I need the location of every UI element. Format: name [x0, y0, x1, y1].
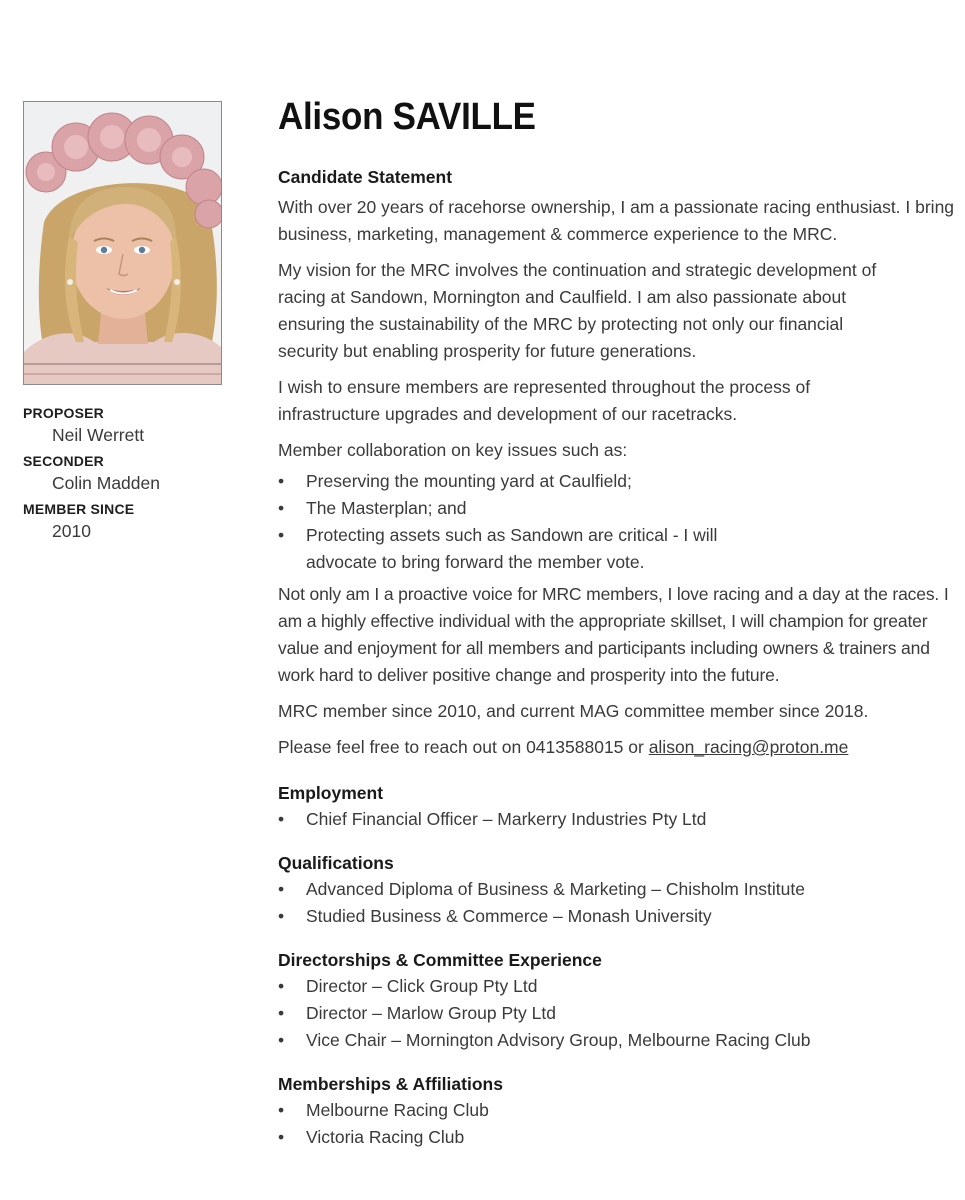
qualifications-list [278, 876, 964, 930]
employment-section [278, 783, 964, 833]
contact-text: Please feel free to reach out on 0413588015 or [278, 737, 649, 757]
list-item: • Director – Marlow Group Pty Ltd [278, 1000, 964, 1027]
list-item: • Advanced Diploma of Business & Marketing – Chisholm Institute [278, 876, 964, 903]
list-item: • Chief Financial Officer – Markerry Industries Pty Ltd [278, 806, 964, 833]
memberships-list [278, 1097, 964, 1151]
qualifications-heading: Qualifications [278, 853, 394, 873]
memberships-heading: Memberships & Affiliations [278, 1074, 503, 1094]
statement-paragraph-1: With over 20 years of racehorse ownership, I am a passionate racing enthusiast. I bring business, marketing, management & commerce experience to the MRC. [278, 197, 955, 244]
statement-paragraph-2: My vision for the MRC involves the continuation and strategic development of racing at Sandown, Mornington and Caulfield. I am also passionate about ensuring the sustainability of the MRC by protecting not only our financial security but enabling prosperity for future generations. [278, 260, 877, 361]
statement-paragraph-5: Not only am I a proactive voice for MRC members, I love racing and a day at the races. I am a highly effective individual with the appropriate skillset, I will champion for greater value and enjoyment for all members and participants including owners & trainers and work hard to deliver positive change and prosperity into the future. [278, 584, 949, 685]
candidate-photo [23, 101, 222, 385]
contact-line [278, 734, 964, 761]
email-link[interactable]: alison_racing@proton.me [648, 737, 849, 757]
seconder-label: SECONDER [23, 453, 104, 469]
statement-heading: Candidate Statement [278, 167, 453, 187]
list-item: • Protecting assets such as Sandown are critical - I will advocate to bring forward the member vote. [278, 522, 758, 576]
candidate-sidebar [23, 101, 223, 542]
employment-heading: Employment [278, 783, 384, 803]
statement-paragraph-6: MRC member since 2010, and current MAG committee member since 2018. [278, 701, 869, 721]
list-item: • Preserving the mounting yard at Caulfield; [278, 468, 758, 495]
candidate-profile [278, 96, 964, 1151]
directorships-heading: Directorships & Committee Experience [278, 950, 602, 970]
seconder-name: Colin Madden [52, 473, 160, 493]
proposer-label: PROPOSER [23, 405, 104, 421]
list-item: • Victoria Racing Club [278, 1124, 964, 1151]
list-item: • Melbourne Racing Club [278, 1097, 964, 1124]
list-item: • Director – Click Group Pty Ltd [278, 973, 964, 1000]
proposer-name: Neil Werrett [52, 425, 145, 445]
directorships-section [278, 950, 964, 1054]
statement-paragraph-4: Member collaboration on key issues such as: [278, 440, 628, 460]
portrait-illustration [24, 102, 221, 384]
nomination-details [23, 405, 223, 542]
statement-paragraph-3: I wish to ensure members are represented throughout the process of infrastructure upgrades and development of our racetracks. [278, 377, 811, 424]
qualifications-section [278, 853, 964, 930]
list-item: • Vice Chair – Mornington Advisory Group, Melbourne Racing Club [278, 1027, 964, 1054]
employment-list [278, 806, 964, 833]
memberships-section [278, 1074, 964, 1151]
key-issues-list [278, 468, 758, 576]
member-since-year: 2010 [52, 521, 91, 541]
member-since-label: MEMBER SINCE [23, 501, 135, 517]
candidate-name: Alison SAVILLE [278, 96, 536, 138]
directorships-list [278, 973, 964, 1054]
list-item: • Studied Business & Commerce – Monash University [278, 903, 964, 930]
list-item: • The Masterplan; and [278, 495, 758, 522]
